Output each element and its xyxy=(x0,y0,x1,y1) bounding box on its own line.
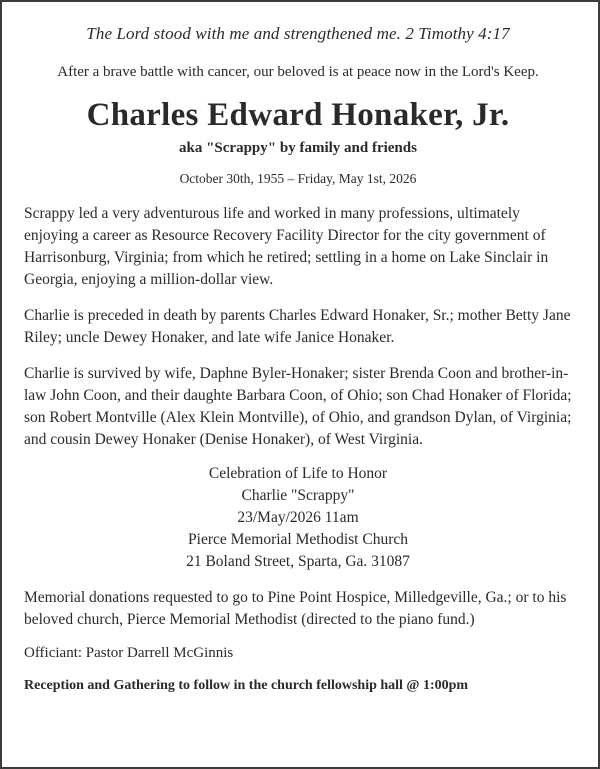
survived-by-paragraph: Charlie is survived by wife, Daphne Byler-Honaker; sister Brenda Coon and brother-in-law John Coon, and their daughte Barbara Coon, of Ohio; son Chad Honaker of Florida; son Robert Montville (Alex Klein Montville), of Ohio, and grandson Dylan, of Virginia; and cousin Dewey Honaker (Denise Honaker), of West Virginia. xyxy=(24,365,572,448)
celebration-date: 23/May/2026 11am xyxy=(237,509,359,526)
intro-line: After a brave battle with cancer, our beloved is at peace now in the Lord's Keep. xyxy=(57,64,539,80)
celebration-address: 21 Boland Street, Sparta, Ga. 31087 xyxy=(186,553,410,570)
preceded-in-death-paragraph: Charlie is preceded in death by parents Charles Edward Honaker, Sr.; mother Betty Jane Riley; uncle Dewey Honaker, and late wife Janice Honaker. xyxy=(24,307,571,346)
celebration-line: Celebration of Life to Honor xyxy=(208,465,388,482)
celebration-venue: Pierce Memorial Methodist Church xyxy=(188,531,408,548)
obituary-content xyxy=(24,0,572,694)
bible-verse: The Lord stood with me and strengthened me. 2 Timothy 4:17 xyxy=(86,24,510,43)
biography-paragraph: Scrappy led a very adventurous life and worked in many professions, ultimately enjoying a career as Resource Recovery Facility Director for the city government of Harrisonburg, Virginia; from which he retired; settling in a home on Lake Sinclair in Georgia, enjoying a million-dollar view. xyxy=(24,205,549,288)
life-dates: October 30th, 1955 – Friday, May 1st, 2026 xyxy=(179,171,417,186)
nickname-line: aka "Scrappy" by family and friends xyxy=(179,140,417,156)
celebration-line: Charlie "Scrappy" xyxy=(241,487,355,504)
donations-paragraph: Memorial donations requested to go to Pine Point Hospice, Milledgeville, Ga.; or to his beloved church, Pierce Memorial Methodist (directed to the piano fund.) xyxy=(24,589,567,628)
deceased-name: Charles Edward Honaker, Jr. xyxy=(86,97,510,133)
celebration-block xyxy=(24,463,572,573)
officiant-line: Officiant: Pastor Darrell McGinnis xyxy=(24,645,234,661)
reception-line: Reception and Gathering to follow in the church fellowship hall @ 1:00pm xyxy=(24,678,469,693)
